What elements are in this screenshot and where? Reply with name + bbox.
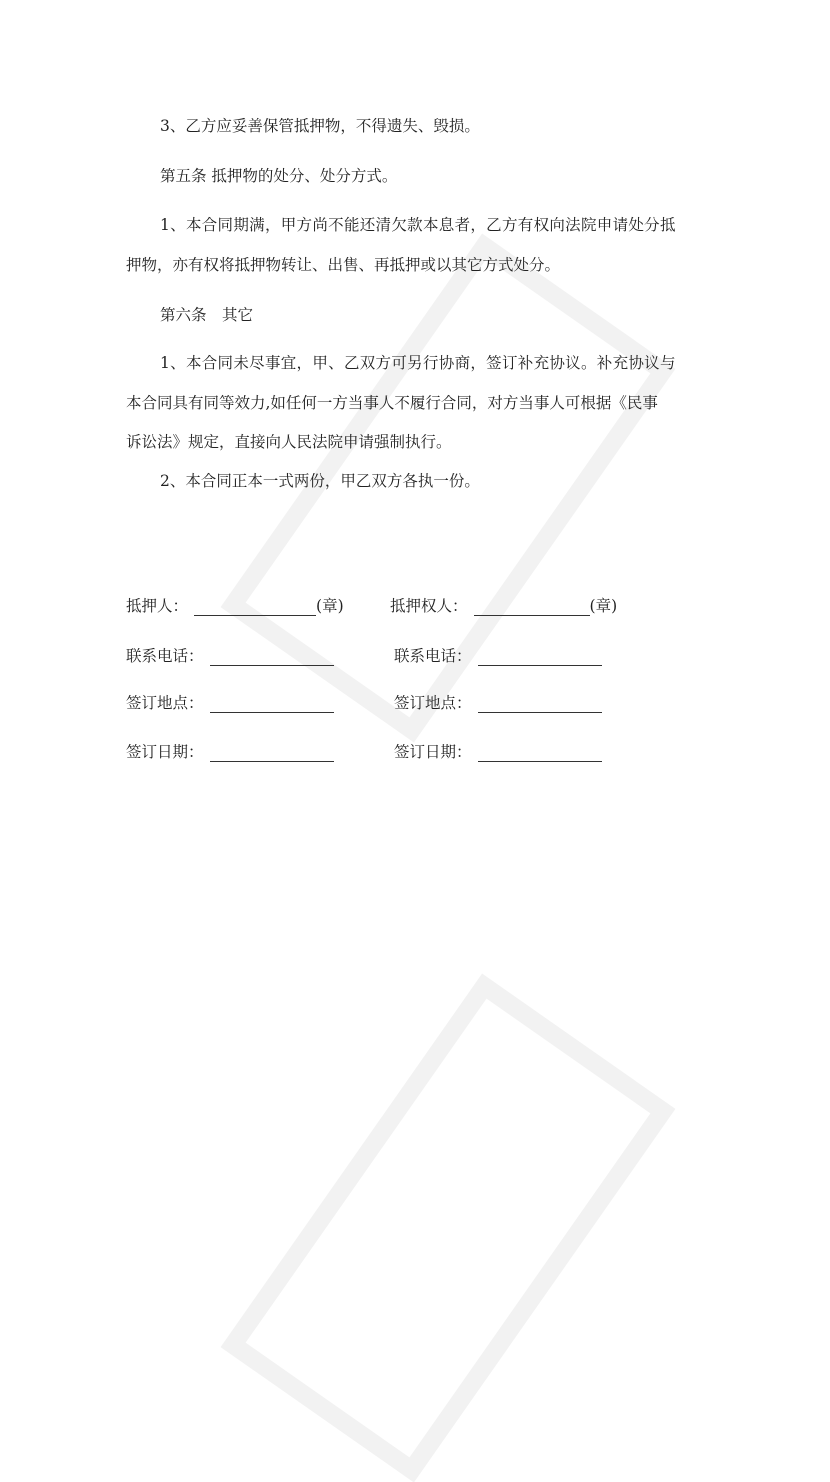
paragraph: 诉讼法》规定，直接向人民法院申请强制执行。 <box>126 433 452 451</box>
blank-line[interactable] <box>478 698 602 713</box>
place-field-right <box>394 693 602 713</box>
paragraph: 2、本合同正本一式两份，甲乙双方各执一份。 <box>160 472 480 490</box>
date-field-left <box>126 742 334 762</box>
paragraph: 1、本合同期满，甲方尚不能还清欠款本息者，乙方有权向法院申请处分抵 <box>160 216 676 234</box>
field-label: 签订日期： <box>126 743 204 761</box>
field-label: 签订地点： <box>394 694 472 712</box>
blank-line[interactable] <box>210 651 334 666</box>
field-label: 签订地点： <box>126 694 204 712</box>
blank-line[interactable] <box>478 651 602 666</box>
field-label: 抵押权人： <box>390 597 468 615</box>
signature-field-mortgagee <box>390 596 617 616</box>
section-heading: 第五条 抵押物的处分、处分方式。 <box>160 167 398 185</box>
field-label: 联系电话： <box>394 647 472 665</box>
signature-field-mortgagor <box>126 596 344 616</box>
blank-line[interactable] <box>210 747 334 762</box>
section-heading: 第六条 其它 <box>160 306 254 324</box>
watermark <box>221 974 676 1482</box>
phone-field-right <box>394 646 602 666</box>
blank-line[interactable] <box>478 747 602 762</box>
paragraph: 押物，亦有权将抵押物转让、出售、再抵押或以其它方式处分。 <box>126 256 561 274</box>
paragraph: 本合同具有同等效力,如任何一方当事人不履行合同，对方当事人可根据《民事 <box>126 394 658 412</box>
paragraph: 3、乙方应妥善保管抵押物，不得遗失、毁损。 <box>160 117 480 135</box>
blank-line[interactable] <box>194 601 316 616</box>
field-label: 抵押人： <box>126 597 189 615</box>
seal-mark: (章) <box>589 597 618 615</box>
paragraph: 1、本合同未尽事宜，甲、乙双方可另行协商，签订补充协议。补充协议与 <box>160 354 676 372</box>
phone-field-left <box>126 646 334 666</box>
field-label: 联系电话： <box>126 647 204 665</box>
place-field-left <box>126 693 334 713</box>
blank-line[interactable] <box>210 698 334 713</box>
seal-mark: (章) <box>316 597 344 615</box>
date-field-right <box>394 742 602 762</box>
field-label: 签订日期： <box>394 743 472 761</box>
blank-line[interactable] <box>474 601 590 616</box>
